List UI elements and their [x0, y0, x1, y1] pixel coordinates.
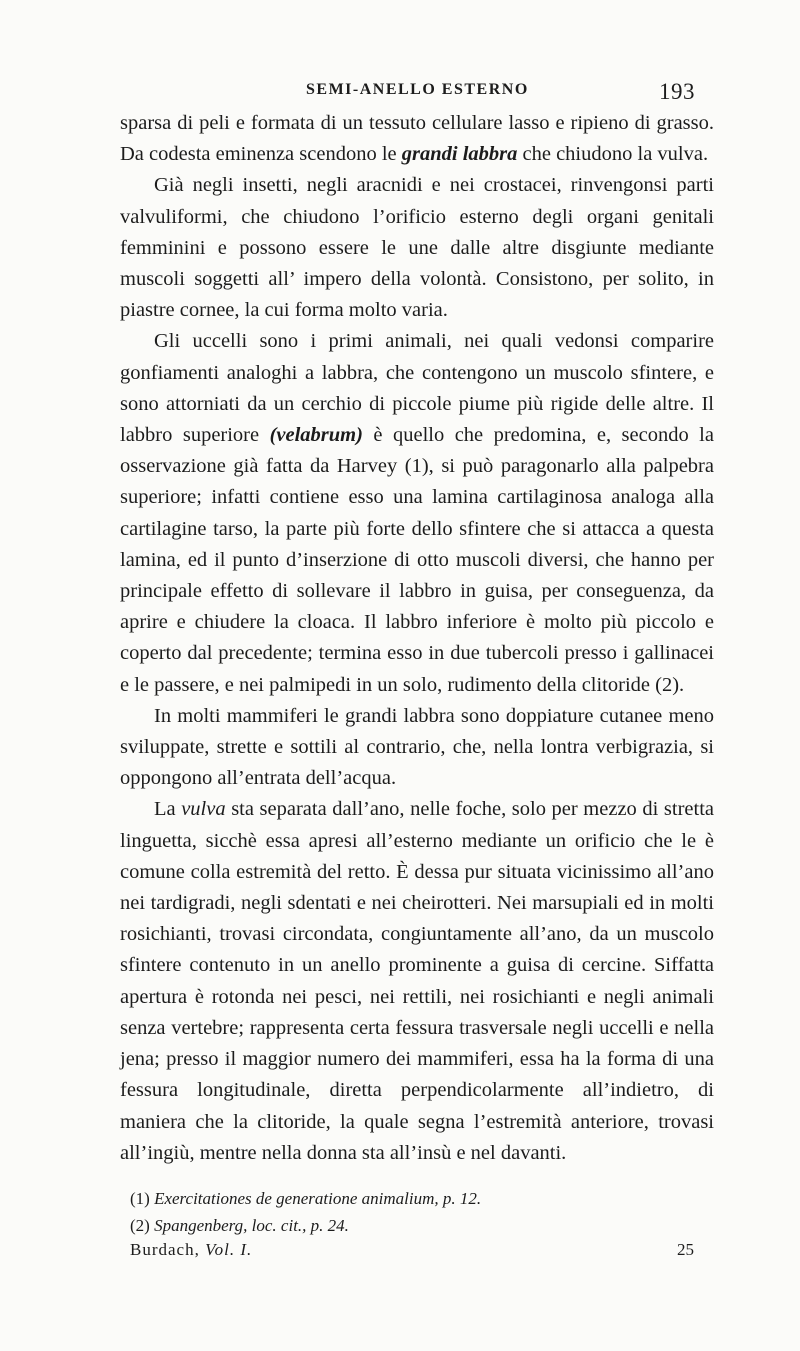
footnote: [130, 1185, 710, 1212]
footnote-text: Exercitationes de generatione animalium, p. 12.: [154, 1189, 482, 1208]
text-run: sta separata dall’ano, nelle foche, solo per mezzo di stretta linguetta, sicchè essa apresi all’esterno mediante un orificio che le è comune colla estremità del retto. È dessa pur situata vicinissimo all’ano nei tardigradi, negli sdentati e nei cheirotteri. Nei marsupiali ed in molti rosichianti, trovasi circondata, congiuntamente all’ano, da un muscolo sfintere contenuto in un anello prominente a guisa di cercine. Siffatta apertura è rotonda nei pesci, nei rettili, nei rosichianti e negli animali senza vertebre; rappresenta certa fessura trasversale negli uccelli e nella jena; presso il maggior numero dei mammiferi, essa ha la forma di una fessura longitudinale, diretta perpendicolarmente all’indietro, di maniera che la clitoride, la quale segna l’estremità anteriore, trovasi all’ingiù, mentre nella donna sta all’insù e nel davanti.: [120, 798, 714, 1164]
footnote-text: Spangenberg, loc. cit., p. 24.: [154, 1216, 349, 1235]
footnote: [130, 1212, 710, 1239]
footnote-marker: (2): [130, 1216, 155, 1235]
emphasis-run: (velabrum): [269, 424, 363, 447]
footnotes: [130, 1185, 710, 1239]
paragraph: [120, 326, 714, 700]
paragraph: [120, 701, 714, 795]
running-title: SEMI-ANELLO ESTERNO: [306, 81, 529, 98]
text-run: Gli uccelli sono i primi animali, nei quali vedonsi comparire gonfiamenti analoghi a labbra, che contengono un muscolo sfintere, e sono attorniati da un cerchio di piccole piume più rigide delle altre. Il labbro superiore: [120, 330, 714, 447]
page-number: 193: [659, 79, 695, 104]
paragraph: [120, 794, 714, 1168]
signature-author: Burdach,: [130, 1240, 206, 1259]
signature-mark: [130, 1240, 252, 1260]
text-run: che chiudono la vulva.: [517, 143, 709, 166]
signature-line: [130, 1240, 710, 1268]
text-run: sparsa di peli e formata di un tessuto cellulare lasso e ripieno di grasso. Da codesta eminenza scendono le: [120, 112, 714, 166]
emphasis-run: vulva: [181, 798, 226, 821]
running-head: [0, 79, 800, 109]
emphasis-run: grandi labbra: [401, 143, 518, 166]
text-run: è quello che predomina, e, secondo la osservazione già fatta da Harvey (1), si può paragonarlo alla palpebra superiore; infatti contiene esso una lamina cartilaginosa analoga alla cartilagine tarso, la parte più forte dello sfintere che si attacca a questa lamina, ed il punto d’inserzione di otto muscoli diversi, che hanno per principale effetto di sollevare il labbro in guisa, per conseguenza, da aprire e chiudere la cloaca. Il labbro inferiore è molto più piccolo e coperto dal precedente; termina esso in due tubercoli presso i gallinacei e le passere, e nei palmipedi in un solo, rudimento della clitoride (2).: [120, 424, 714, 696]
text-run: In molti mammiferi le grandi labbra sono doppiature cutanee meno sviluppate, strette e sottili al contrario, che, nella lontra verbigrazia, si oppongono all’entrata dell’acqua.: [120, 704, 714, 790]
paragraph: [120, 108, 714, 170]
paragraph: [120, 170, 714, 326]
text-run: Già negli insetti, negli aracnidi e nei crostacei, rinvengonsi parti valvuliformi, che chiudono l’orificio esterno degli organi genitali femminini e possono essere le une dalle altre disgiunte mediante muscoli soggetti all’ impero della volontà. Consistono, per solito, in piastre cornee, la cui forma molto varia.: [120, 174, 714, 322]
footnote-marker: (1): [130, 1189, 155, 1208]
signature-volume: Vol. I.: [205, 1240, 253, 1259]
text-run: La: [154, 798, 182, 821]
signature-number: 25: [677, 1240, 694, 1259]
body-text: [120, 108, 714, 1169]
